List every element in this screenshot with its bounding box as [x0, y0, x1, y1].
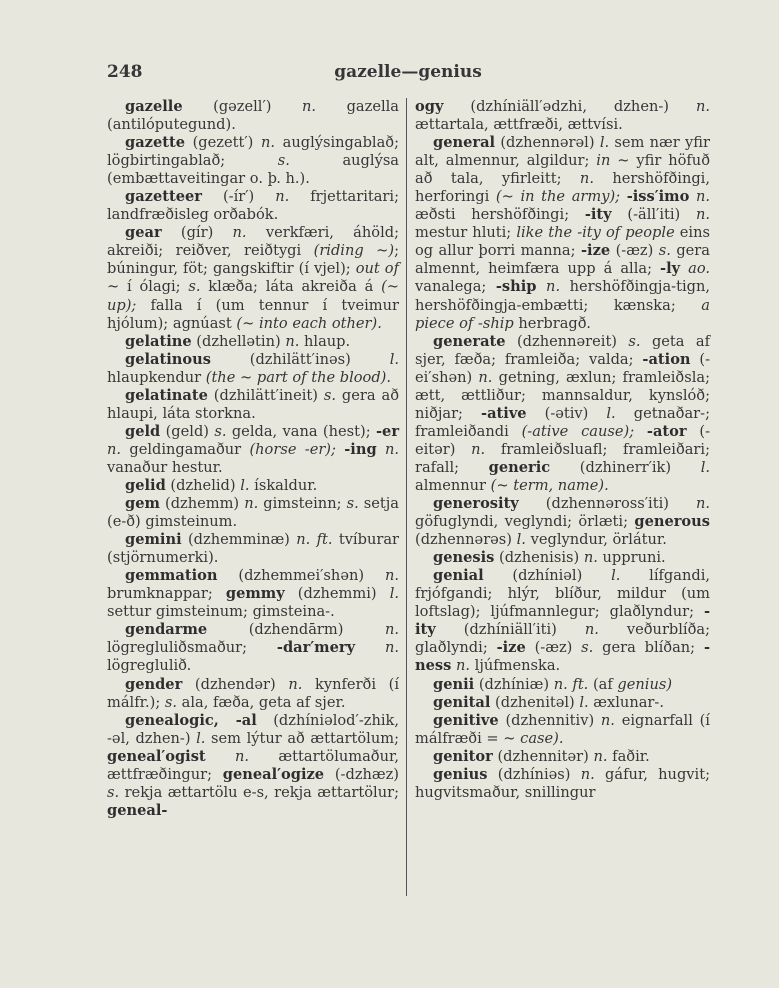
italic-text: n.	[260, 134, 276, 152]
italic-text: n.	[546, 278, 561, 296]
definition-text: gera blíðan;	[593, 639, 704, 657]
italic-text: l.	[389, 350, 399, 368]
headword: -ly	[660, 260, 681, 278]
italic-text: n.	[583, 549, 598, 567]
italic-text: l.	[599, 134, 610, 152]
italic-text: l.	[700, 458, 711, 476]
italic-text: n.	[288, 675, 303, 693]
definition-text: uppruni.	[597, 549, 666, 567]
dictionary-entry	[415, 748, 710, 766]
definition-text: ljúfmenska.	[470, 657, 561, 675]
definition-text: (dzhemmei′shən)	[217, 567, 385, 585]
headword: genial	[433, 567, 484, 585]
dictionary-entry	[107, 224, 399, 332]
italic-text: case).	[520, 729, 564, 747]
italic-text: (~ in the army);	[495, 188, 621, 206]
italic-text: n.	[384, 567, 399, 585]
italic-text: n.	[579, 170, 594, 188]
dictionary-entry	[415, 98, 710, 134]
definition-text: herbragð.	[513, 314, 591, 332]
headword: -ative	[481, 404, 527, 422]
italic-text: n.	[244, 495, 259, 513]
dictionary-entry	[415, 766, 710, 802]
definition-text: (-eitər)	[415, 422, 711, 458]
definition-text: kynferði (í málfr.);	[107, 675, 399, 711]
italic-text: s.	[188, 278, 201, 296]
definition-text: eignarfall (í málfræði = ~	[415, 711, 710, 747]
headword: genital	[433, 693, 491, 711]
headword: -ship	[495, 278, 537, 296]
definition-text: brumknappar;	[107, 585, 226, 603]
definition-text: (dzhíniəl)	[483, 567, 612, 585]
definition-text: frjettaritari; landfræðisleg orðabók.	[107, 188, 399, 224]
headword: genealogic, -al	[125, 711, 257, 729]
definition-text: faðir.	[607, 747, 650, 765]
definition-text: ; búningur, föt; gangskiftir (í vjel);	[107, 242, 399, 278]
definition-text	[689, 188, 696, 205]
headword: generous	[634, 513, 710, 531]
definition-text	[377, 441, 385, 458]
definition-text: hlaupkendur	[107, 368, 206, 386]
headword: -ing	[344, 440, 377, 458]
headword: -ity	[584, 206, 612, 224]
definition-text: (gír)	[161, 224, 233, 242]
dictionary-entry	[415, 549, 710, 567]
definition-text: (dzhenisis)	[494, 549, 584, 567]
italic-text: s.	[581, 639, 594, 657]
italic-text: ao.	[688, 260, 711, 278]
italic-text: n.	[695, 495, 710, 513]
italic-text: n.	[232, 224, 247, 242]
italic-text: l.	[611, 567, 621, 585]
definition-text	[206, 748, 235, 765]
definition-text: (dzhinerr′ik)	[550, 458, 701, 476]
italic-text: l.	[516, 531, 526, 549]
dictionary-entry	[107, 712, 399, 820]
definition-text: hershöfðingi, herforingi	[415, 170, 710, 206]
italic-text: (-ative cause);	[521, 422, 635, 440]
definition-text: verkfæri, áhöld; akreiði; reiðver, reiðtygi	[107, 224, 399, 260]
headword: gelid	[125, 476, 166, 494]
italic-text: l.	[196, 729, 206, 747]
definition-text: sem nær yfir alt, almennur, algildur;	[415, 134, 710, 170]
headword: gender	[125, 675, 183, 693]
headword: -er	[375, 422, 400, 440]
dictionary-entry	[415, 676, 710, 694]
definition-text	[336, 441, 344, 458]
definition-text: (-ír′)	[201, 188, 276, 206]
definition-text: gimsteinn;	[258, 495, 347, 513]
definition-text: gazella (antilóputegund).	[107, 98, 399, 134]
definition-text: (dzhendārm)	[207, 621, 385, 639]
definition-text: (dzhíniəlod′-zhik, -əl, dzhen-)	[107, 711, 399, 747]
italic-text: n.	[302, 98, 317, 115]
definition-text: klæða; láta akreiða á	[200, 278, 382, 296]
definition-text: geta af sjer, fæða; framleiða; valda;	[415, 332, 710, 368]
definition-text: framleiðsluafl; framleiðari; rafall;	[415, 440, 710, 476]
italic-text: n.	[384, 440, 400, 458]
italic-text: s.	[277, 152, 290, 170]
definition-text: (gezett′)	[185, 134, 261, 152]
dictionary-entry	[107, 477, 399, 495]
definition-text: almennur	[415, 476, 491, 494]
italic-text: n.	[384, 639, 399, 657]
definition-text: veglyndur, örlátur.	[525, 531, 667, 549]
headword: gear	[125, 224, 162, 242]
definition-text: eins og allur þorri manna;	[415, 224, 710, 260]
definition-text: gera að hlaupi, láta storkna.	[107, 386, 399, 422]
headword: genitor	[433, 747, 493, 765]
headword: generic	[488, 458, 551, 476]
dictionary-entry	[107, 423, 399, 477]
italic-text: n.	[478, 368, 493, 386]
definition-text: (-ei′shən)	[415, 350, 711, 386]
italic-text: s.	[346, 495, 359, 513]
definition-text: (-æz)	[525, 639, 582, 657]
headword: geneal′ogist	[107, 747, 206, 765]
definition-text: (dzhennəross′iti)	[518, 495, 696, 513]
italic-text: n.	[107, 440, 122, 458]
headword: -dar′mery	[276, 639, 356, 657]
italic-text: n.	[285, 332, 300, 350]
definition-text	[620, 188, 627, 205]
dictionary-entry	[107, 676, 399, 712]
definition-text	[355, 639, 385, 656]
italic-text: s.	[323, 386, 336, 404]
headword: genius	[433, 765, 488, 783]
italic-text: n. ft.	[553, 675, 589, 693]
headword: -ation	[642, 350, 691, 368]
dictionary-entry	[415, 694, 710, 712]
italic-text: l.	[606, 404, 616, 422]
headword: geneal-	[107, 801, 168, 819]
headword: gemmation	[125, 567, 218, 585]
italic-text: (riding ~)	[313, 242, 395, 260]
italic-text: n.	[471, 440, 486, 458]
definition-text: (dzhelid)	[165, 476, 241, 494]
headword: -ize	[580, 242, 611, 260]
headword: general	[433, 134, 496, 152]
italic-text: n.	[695, 206, 710, 224]
definition-text: veðurblíða; glaðlyndi;	[415, 621, 710, 657]
definition-text: (dzhíniəs)	[487, 765, 581, 783]
definition-text: sem lýtur að ættartölum;	[205, 729, 399, 747]
definition-text: (dzhíniäll′ədzhi, dzhen-)	[443, 98, 696, 115]
dictionary-entry	[415, 567, 710, 675]
dictionary-entry	[107, 621, 399, 675]
definition-text: æðsti hershöfðingi;	[415, 206, 585, 224]
dictionary-entry	[107, 188, 399, 224]
definition-text: ættartölumaður, ættfræðingur;	[107, 747, 400, 783]
definition-text: yfir höfuð að tala, yfirleitt;	[415, 152, 710, 188]
dictionary-entry	[107, 387, 399, 423]
headword: gazelle	[125, 98, 183, 115]
italic-text: l.	[240, 476, 250, 494]
headword: -ity	[415, 603, 710, 639]
italic-text: n. ft.	[296, 531, 333, 549]
definition-text	[680, 260, 688, 277]
italic-text: a piece of -ship	[415, 296, 710, 332]
definition-text: í ólagi;	[119, 278, 189, 296]
italic-text: genius)	[617, 675, 673, 693]
left-column	[107, 98, 399, 820]
definition-text: vanaður hestur.	[107, 458, 223, 476]
dictionary-entry	[107, 567, 399, 621]
italic-text: n.	[695, 188, 710, 206]
italic-text: (~ into each other).	[236, 314, 382, 332]
right-column	[415, 98, 710, 802]
definition-text: (geld)	[160, 422, 215, 440]
dictionary-entry	[415, 134, 710, 333]
headword: -ator	[646, 422, 687, 440]
dictionary-entry	[107, 98, 399, 134]
italic-text: s.	[628, 332, 641, 350]
headword: gazetteer	[125, 188, 202, 206]
definition-text: falla í (um tennur í tveimur hjólum); agnúast	[107, 296, 399, 332]
definition-text: æxlunar-.	[588, 693, 664, 711]
definition-text: ala, fæða, geta af sjer.	[177, 693, 346, 711]
definition-text: (dzhennərəs)	[415, 531, 517, 549]
definition-text: (-dzhæz)	[324, 765, 400, 783]
definition-text: (dzhemm)	[159, 495, 245, 513]
definition-text: auglýsa (embættaveitingar o. þ. h.).	[107, 152, 400, 188]
definition-text: ískaldur.	[249, 476, 318, 494]
definition-text: göfuglyndi, veglyndi; örlæti;	[415, 513, 635, 531]
italic-text: in ~	[596, 152, 630, 170]
headword: gelatinate	[125, 386, 208, 404]
definition-text: gelda, vana (hest);	[226, 422, 376, 440]
definition-text: settur gimsteinum; gimsteina-.	[107, 603, 335, 621]
italic-text: n.	[580, 765, 595, 783]
definition-text: (af	[588, 675, 618, 693]
definition-text: (-äll′iti)	[611, 206, 696, 224]
italic-text: s.	[164, 693, 178, 711]
italic-text: (~ up);	[107, 278, 399, 314]
headword: gem	[125, 495, 160, 513]
definition-text: (dzhenitəl)	[490, 693, 580, 711]
definition-text: lögregluliðsmaður;	[107, 639, 277, 657]
headword: -iss′imo	[626, 188, 690, 206]
definition-text: getnaðar-; framleiðandi	[415, 404, 710, 440]
definition-text: setja (e-ð) gimsteinum.	[107, 495, 399, 531]
headword: gelatine	[125, 332, 192, 350]
running-head: gazelle—genius	[334, 62, 482, 82]
italic-text: s.	[658, 242, 671, 260]
dictionary-entry	[107, 495, 399, 531]
headword: gemini	[125, 531, 182, 549]
page-number: 248	[107, 62, 143, 82]
definition-text: rekja ættartölu e-s, rekja ættartölur;	[119, 783, 399, 801]
headword: genesis	[433, 549, 495, 567]
italic-text: n.	[275, 188, 290, 206]
italic-text: out of ~	[107, 260, 399, 296]
headword: genitive	[433, 711, 499, 729]
headword: ogy	[415, 98, 444, 115]
definition-text: vanalega;	[415, 278, 496, 296]
definition-text: getning, æxlun; framleiðsla; ætt, ættliður; mannsaldur, kynslóð; niðjar;	[415, 368, 710, 422]
definition-text: gera almennt, heimfæra upp á alla;	[415, 242, 710, 278]
dictionary-entry	[107, 531, 399, 567]
definition-text: (-æz)	[610, 242, 659, 260]
italic-text: (horse -er);	[249, 440, 336, 458]
definition-text: (gəzell′)	[182, 98, 303, 115]
headword: geneal′ogize	[222, 765, 325, 783]
headword: -ize	[496, 639, 526, 657]
definition-text: (-ətiv)	[526, 404, 607, 422]
italic-text: n.	[455, 657, 471, 675]
definition-text: (dzhemmi)	[284, 585, 390, 603]
definition-text: lögreglulið.	[107, 657, 192, 675]
headword: generosity	[433, 495, 519, 513]
column-divider	[406, 98, 407, 896]
definition-text: (dzhennəreit)	[505, 332, 629, 350]
dictionary-entry	[107, 351, 399, 387]
definition-text: lífgandi, frjófgandi; hlýr, blíður, mildur (um loftslag); ljúfmannlegur; glaðlyndur;	[415, 567, 710, 621]
dictionary-entry	[415, 712, 710, 748]
dictionary-entry	[415, 495, 710, 549]
italic-text: l.	[579, 693, 589, 711]
page-header	[107, 62, 709, 86]
definition-text	[634, 423, 647, 440]
italic-text: n.	[384, 621, 399, 639]
italic-text: l.	[389, 585, 399, 603]
dictionary-entry	[107, 134, 399, 188]
italic-text: n.	[593, 747, 608, 765]
definition-text: hershöfðingja-tign, hershöfðingja-embætti; kænska;	[415, 278, 710, 314]
definition-text: mestur hluti;	[415, 224, 517, 242]
definition-text: (dzhemminæ)	[181, 531, 297, 549]
headword: gazette	[125, 134, 185, 152]
headword: gelatinous	[125, 350, 211, 368]
definition-text: tvíburar (stjörnumerki).	[107, 531, 399, 567]
definition-text: (dzhennitər)	[492, 747, 594, 765]
definition-text: ættartala, ættfræði, ættvísi.	[415, 116, 623, 134]
definition-text: (dzhellətin)	[191, 332, 286, 350]
italic-text: (the ~ part of the blood).	[205, 368, 391, 386]
italic-text: like the -ity of people	[516, 224, 675, 242]
definition-text: hlaup.	[299, 332, 351, 350]
definition-text: (dzhennitiv)	[498, 711, 601, 729]
definition-text: gáfur, hugvit; hugvitsmaður, snillingur	[415, 765, 710, 801]
dictionary-entry	[107, 333, 399, 351]
definition-text: (dzhilätt′ineit)	[207, 386, 324, 404]
headword: genii	[433, 675, 475, 693]
definition-text: auglýsingablað; lögbirtingablað;	[107, 134, 399, 170]
dictionary-entry	[415, 333, 710, 495]
definition-text	[537, 278, 547, 295]
headword: -ness	[415, 639, 710, 675]
headword: gendarme	[125, 621, 208, 639]
italic-text: n.	[235, 747, 250, 765]
definition-text: (dzhennərəl)	[495, 134, 600, 152]
italic-text: s.	[107, 783, 120, 801]
italic-text: n.	[584, 621, 599, 639]
italic-text: s.	[214, 422, 227, 440]
headword: gemmy	[225, 585, 285, 603]
definition-text: geldingamaður	[121, 440, 250, 458]
definition-text: (dzhíniäll′iti)	[435, 621, 585, 639]
italic-text: n.	[695, 98, 710, 115]
italic-text: n.	[600, 711, 615, 729]
definition-text: (dzhilätt′inəs)	[210, 350, 390, 368]
definition-text: (dzhíniæ)	[474, 675, 554, 693]
headword: generate	[433, 332, 506, 350]
definition-text: (dzhendər)	[182, 675, 289, 693]
italic-text: (~ term, name).	[490, 476, 609, 494]
headword: geld	[125, 422, 161, 440]
